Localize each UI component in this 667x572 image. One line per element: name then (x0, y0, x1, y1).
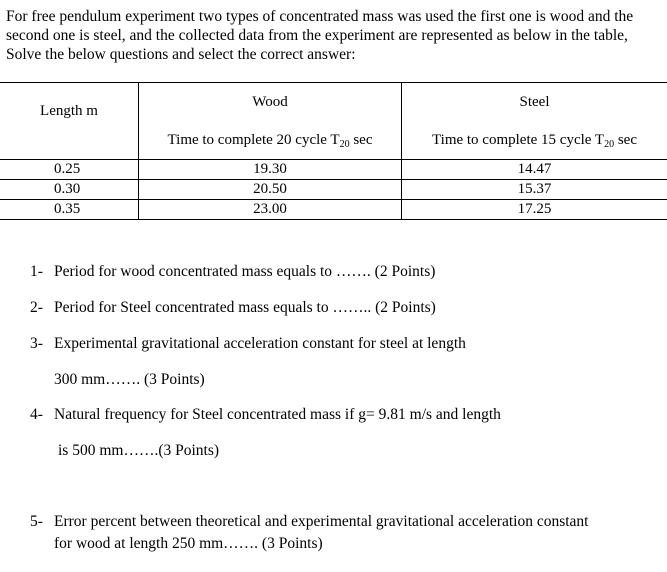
steel-time-cell: 14.47 (402, 160, 667, 180)
problem-intro: For free pendulum experiment two types of concentrated mass was used the first one is wood and the second one is steel, and the collected data from the experiment are represented as below in the table, Solve the below questions and select the correct answer: (6, 8, 634, 63)
steel-header: Steel (402, 83, 667, 122)
steel-time-cell: 15.37 (517, 181, 552, 197)
wood-time-cell: 23.00 (139, 200, 402, 220)
table-row (0, 180, 667, 200)
steel-time-cell: 17.25 (517, 201, 552, 217)
length-cell: 0.30 (0, 180, 139, 200)
question-2: 2- Period for Steel concentrated mass equals to …….. (2 Points) (30, 299, 436, 316)
wood-time-cell: 19.30 (139, 160, 402, 180)
table-row (0, 200, 667, 220)
table-row (0, 160, 667, 180)
question-5: 5- Error percent between theoretical and experimental gravitational acceleration constant (30, 513, 589, 530)
question-4: 4- Natural frequency for Steel concentrated mass if g= 9.81 m/s and length (30, 406, 501, 423)
wood-time-cell: 20.50 (139, 180, 402, 200)
wood-header: Wood (139, 83, 402, 122)
steel-time-header: Time to complete 15 cycle $T_{20}$ sec (432, 131, 637, 150)
pendulum-data-table (0, 82, 667, 220)
question-3-continuation: 300 mm……. (3 Points) (54, 371, 205, 388)
wood-time-header: Time to complete 20 cycle $T_{20}$ sec (139, 121, 402, 160)
length-cell: 0.35 (0, 200, 139, 220)
length-header: Length m (0, 83, 139, 160)
question-5-continuation: for wood at length 250 mm……. (3 Points) (54, 535, 323, 552)
question-3: 3- Experimental gravitational acceleration constant for steel at length (30, 335, 466, 352)
question-4-continuation: is 500 mm…….(3 Points) (58, 442, 220, 459)
length-cell: 0.25 (0, 160, 139, 180)
question-1: 1- Period for wood concentrated mass equals to ……. (2 Points) (30, 263, 436, 280)
